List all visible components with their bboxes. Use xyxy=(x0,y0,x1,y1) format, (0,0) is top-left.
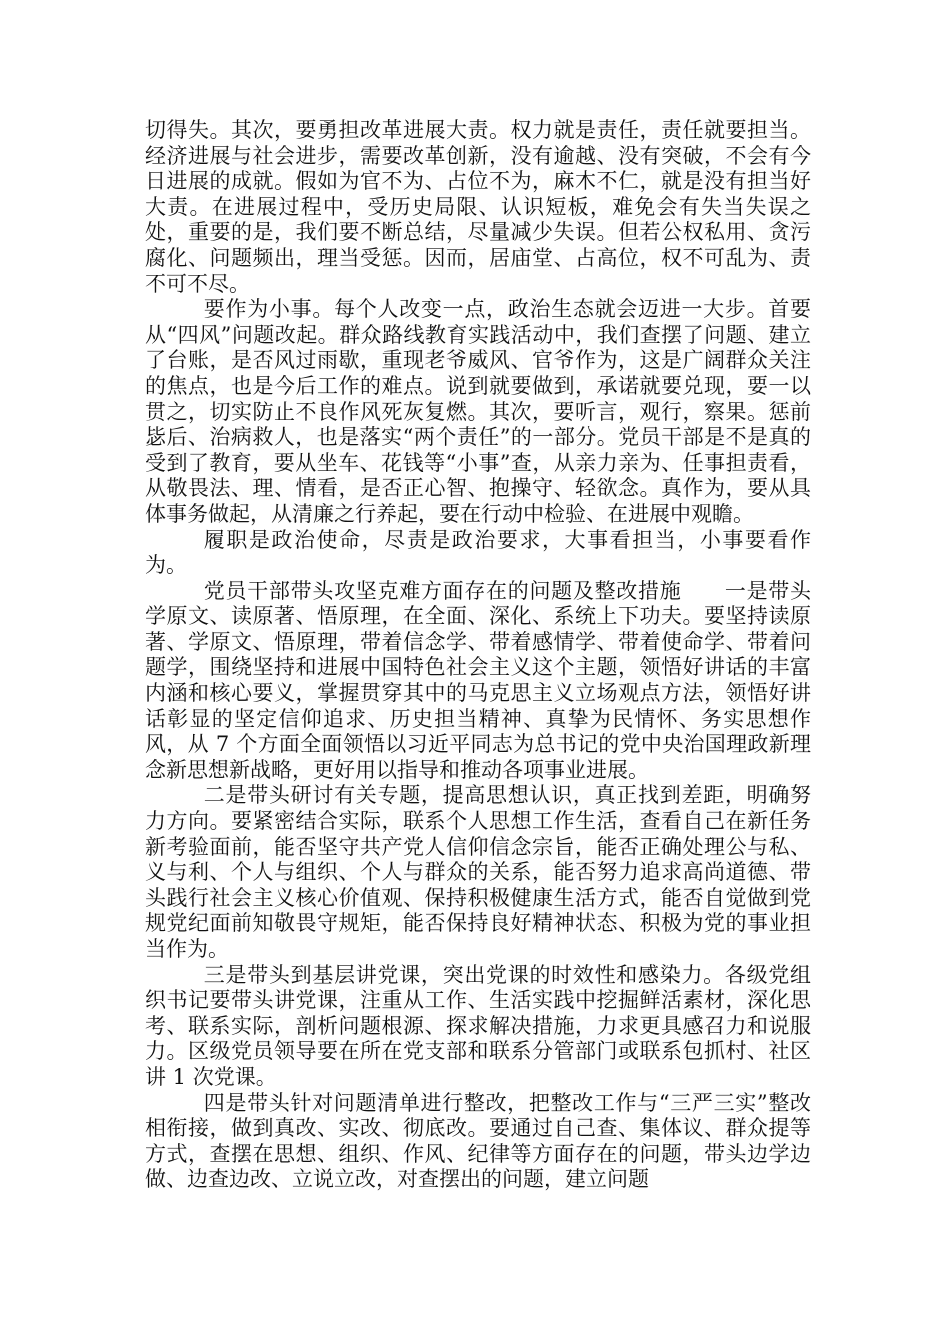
paragraph-measure-two: 二是带头研讨有关专题，提高思想认识，真正找到差距，明确努力方向。要紧密结合实际，联系个人思想工作生活，查看自己在新任务新考验面前，能否坚守共产党人信仰信念宗旨，能否正确处理公与私、义与利、个人与组织、个人与群众的关系，能否努力追求高尚道德、带头践行社会主义核心价值观、保持积极健康生活方式，能否自觉做到党规党纪面前知敬畏守规矩，能否保持良好精神状态、积极为党的事业担当作为。 xyxy=(145,783,811,961)
paragraph-measure-one: 党员干部带头攻坚克难方面存在的问题及整改措施 一是带头学原文、读原著、悟原理，在全面、深化、系统上下功夫。要坚持读原著、学原文、悟原理，带着信念学、带着感情学、带着使命学、带着问题学，围绕坚持和进展中国特色社会主义这个主题，领悟好讲话的丰富内涵和核心要义，掌握贯穿其中的马克思主义立场观点方法，领悟好讲话彰显的坚定信仰追求、历史担当精神、真挚为民情怀、务实思想作风，从 7 个方面全面领悟以习近平同志为总书记的党中央治国理政新理念新思想新战略，更好用以指导和推动各项事业进展。 xyxy=(145,578,811,782)
paragraph-continuation: 切得失。其次，要勇担改革进展大责。权力就是责任，责任就要担当。经济进展与社会进步，需要改革创新，没有逾越、没有突破，不会有今日进展的成就。假如为官不为、占位不为，麻木不仁，就是没有担当好大责。在进展过程中，受历史局限、认识短板，难免会有失当失误之处，重要的是，我们要不断总结，尽量减少失误。但若公权私用、贪污腐化、问题频出，理当受惩。因而，居庙堂、占高位，权不可乱为、责不可不尽。 xyxy=(145,118,811,296)
paragraph-measure-four: 四是带头针对问题清单进行整改，把整改工作与“三严三实”整改相衔接，做到真改、实改、彻底改。要通过自己查、集体议、群众提等方式，查摆在思想、组织、作风、纪律等方面存在的问题，带头边学边做、边查边改、立说立改，对查摆出的问题，建立问题 xyxy=(145,1090,811,1192)
paragraph-small-deeds: 要作为小事。每个人改变一点，政治生态就会迈进一大步。首要从“四风”问题改起。群众路线教育实践活动中，我们查摆了问题、建立了台账，是否风过雨歇，重现老爷威风、官爷作为，这是广阔群众关注的焦点，也是今后工作的难点。说到就要做到，承诺就要兑现，要一以贯之，切实防止不良作风死灰复燃。其次，要听言，观行，察果。惩前毖后、治病救人，也是落实“两个责任”的一部分。党员干部是不是真的受到了教育，要从坐车、花钱等“小事”查，从亲力亲为、任事担责看，从敬畏法、理、情看，是否正心智、抱操守、轻欲念。真作为，要从具体事务做起，从清廉之行养起，要在行动中检验、在进展中观瞻。 xyxy=(145,297,811,526)
paragraph-duty-summary: 履职是政治使命，尽责是政治要求，大事看担当，小事要看作为。 xyxy=(145,527,811,578)
paragraph-measure-three: 三是带头到基层讲党课，突出党课的时效性和感染力。各级党组织书记要带头讲党课，注重从工作、生活实践中挖掘鲜活素材，深化思考、联系实际，剖析问题根源、探求解决措施，力求更具感召力和说服力。区级党员领导要在所在党支部和联系分管部门或联系包抓村、社区讲 1 次党课。 xyxy=(145,962,811,1089)
document-body xyxy=(145,118,811,1193)
